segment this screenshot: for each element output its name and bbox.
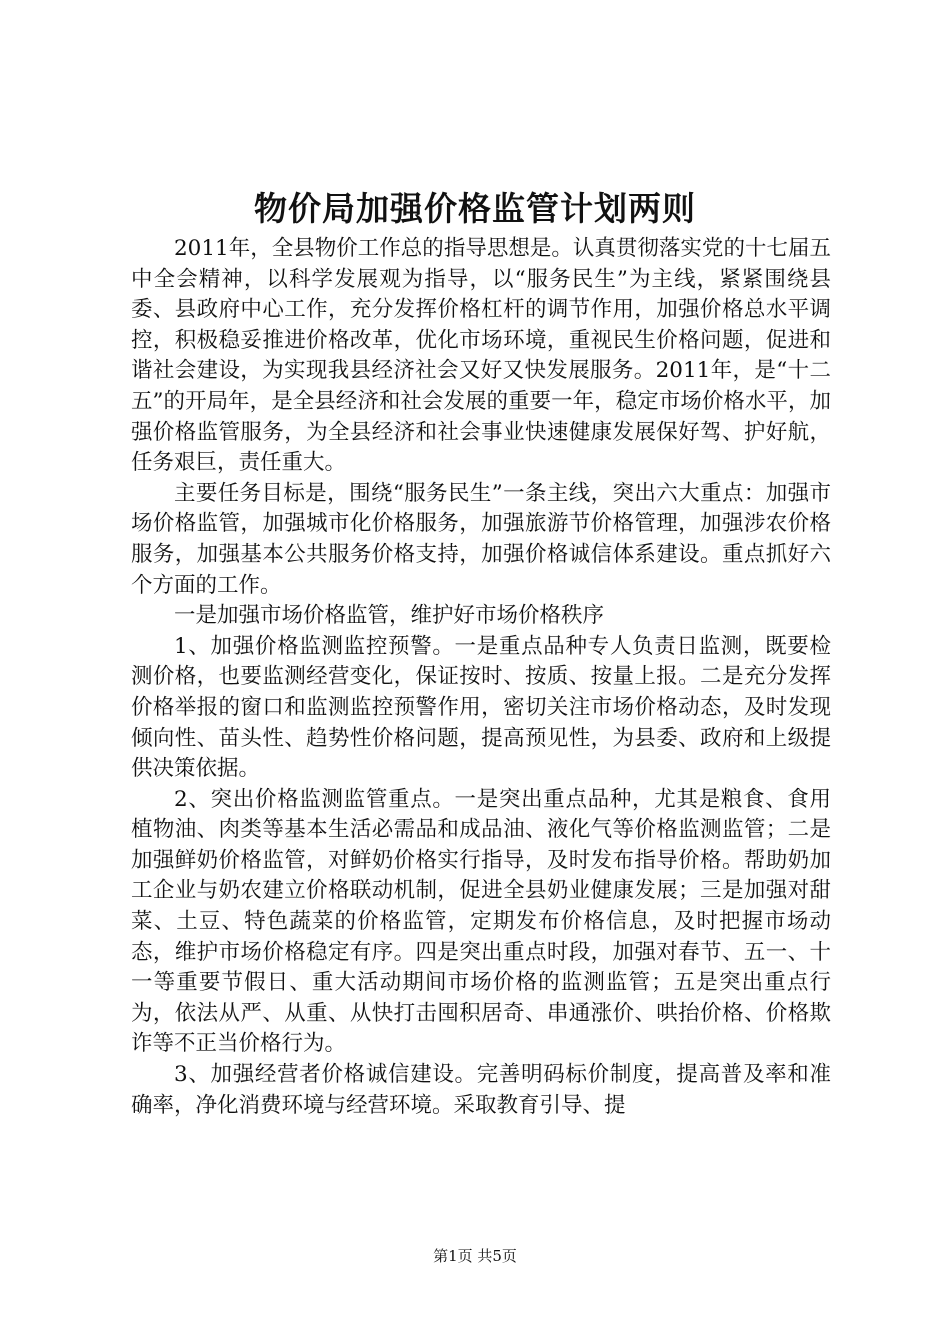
page-number-footer: 第1页 共5页 (433, 1247, 517, 1265)
paragraph-item-3: 3、加强经营者价格诚信建设。完善明码标价制度，提高普及率和准确率，净化消费环境与经营环境。采取教育引导、提 (131, 1062, 831, 1118)
paragraph-guiding-principle: 2011年，全县物价工作总的指导思想是。认真贯彻落实党的十七届五中全会精神，以科学发展观为指导，以“服务民生”为主线，紧紧围绕县委、县政府中心工作，充分发挥价格杠杆的调节作用，加强价格总水平调控，积极稳妥推进价格改革，优化市场环境，重视民生价格问题，促进和谐社会建设，为实现我县经济社会又好又快发展服务。2011年，是“十二五”的开局年，是全县经济和社会发展的重要一年，稳定市场价格水平，加强价格监管服务，为全县经济和社会事业快速健康发展保好驾、护好航，任务艰巨，责任重大。 (131, 236, 831, 476)
document-body (131, 234, 831, 1121)
paragraph-item-1: 1、加强价格监测监控预警。一是重点品种专人负责日监测，既要检测价格，也要监测经营变化，保证按时、按质、按量上报。二是充分发挥价格举报的窗口和监测监控预警作用，密切关注市场价格动态，及时发现倾向性、苗头性、趋势性价格问题，提高预见性，为县委、政府和上级提供决策依据。 (131, 633, 831, 782)
document-title: 物价局加强价格监管计划两则 (254, 189, 696, 228)
paragraph-main-tasks: 主要任务目标是，围绕“服务民生”一条主线，突出六大重点：加强市场价格监管，加强城市化价格服务，加强旅游节价格管理，加强涉农价格服务，加强基本公共服务价格支持，加强价格诚信体系建设。重点抓好六个方面的工作。 (131, 480, 831, 598)
paragraph-item-2: 2、突出价格监测监管重点。一是突出重点品种，尤其是粮食、食用植物油、肉类等基本生活必需品和成品油、液化气等价格监测监管；二是加强鲜奶价格监管，对鲜奶价格实行指导，及时发布指导价格。帮助奶加工企业与奶农建立价格联动机制，促进全县奶业健康发展；三是加强对甜菜、土豆、特色蔬菜的价格监管，定期发布价格信息，及时把握市场动态，维护市场价格稳定有序。四是突出重点时段，加强对春节、五一、十一等重要节假日、重大活动期间市场价格的监测监管；五是突出重点行为，依法从严、从重、从快打击囤积居奇、串通涨价、哄抬价格、价格欺诈等不正当价格行为。 (131, 786, 831, 1057)
section-heading-market-supervision: 一是加强市场价格监管，维护好市场价格秩序 (174, 603, 605, 629)
